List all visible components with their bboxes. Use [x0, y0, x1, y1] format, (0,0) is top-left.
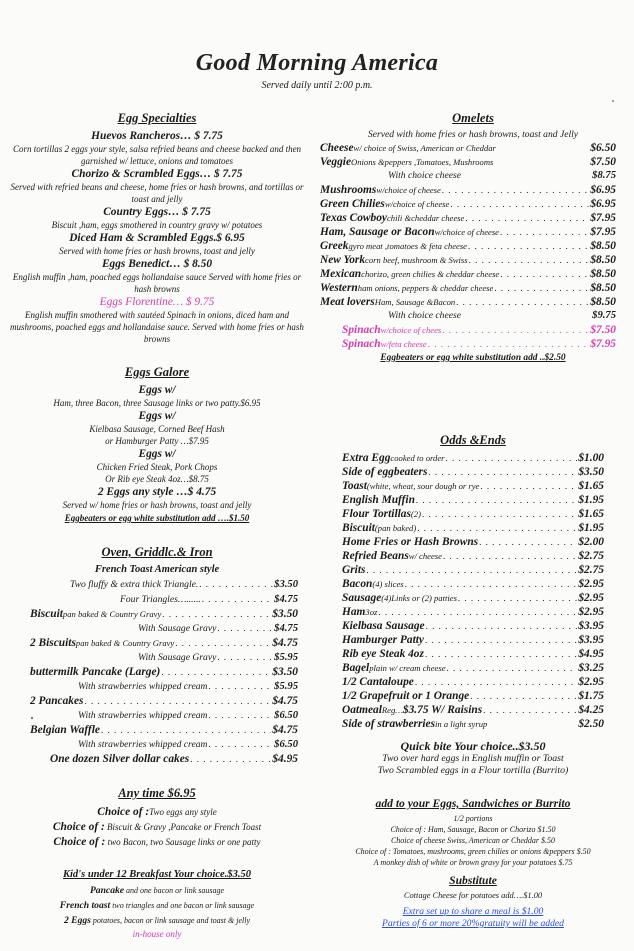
- dot-leader: [483, 703, 577, 717]
- price-row: [342, 521, 604, 535]
- item-name: Veggie: [320, 156, 352, 168]
- item-price: $6.50: [274, 739, 298, 750]
- item-price: $2.00: [578, 536, 604, 548]
- quick-bite-line: Two Scrambled eggs in a Flour tortilla (Burrito): [377, 765, 569, 776]
- dot-leader: [175, 636, 271, 650]
- item-detail: chorizo, green chilies & cheddar cheese: [361, 269, 500, 279]
- price-row: [342, 605, 604, 619]
- dot-leader: [500, 267, 589, 281]
- any-time-heading: Any time $6.95: [118, 786, 196, 800]
- item-name: Grits: [342, 564, 366, 576]
- price-row: [342, 507, 604, 521]
- price-row: [342, 703, 604, 717]
- item-price: $2.75: [578, 564, 604, 576]
- item-price: $4.25: [578, 704, 604, 716]
- item-price: $5.95: [274, 681, 298, 692]
- item-price: $4.95: [578, 648, 604, 660]
- kids-item-text: and one bacon or link sausage: [124, 886, 225, 895]
- item-detail: pan baked & Country Gravy: [62, 609, 162, 619]
- price-row: [30, 665, 298, 679]
- item-detail: plain w/ cream cheese: [369, 663, 446, 673]
- item-price: $2.95: [578, 676, 604, 688]
- eggs-galore-note: Eggbeaters or egg white substitution add ….$1.50: [64, 513, 250, 523]
- dot-leader: [202, 592, 273, 606]
- item-name: With strawberries whipped cream: [78, 710, 208, 721]
- share-meal-note: Extra set up to share a meal is $1.00: [402, 906, 544, 917]
- dot-leader: [426, 619, 578, 633]
- item-price: $7.95: [590, 212, 616, 224]
- item-name: Belgian Waffle: [30, 724, 100, 736]
- item-price: $4.75: [274, 594, 298, 605]
- price-row: [320, 197, 616, 211]
- item-name: Two fluffy & extra thick Triangle.: [70, 579, 199, 590]
- odds-ends-list: [320, 451, 626, 731]
- eggs-galore-heading: Eggs Galore: [124, 365, 190, 379]
- item-price: $3.95: [578, 620, 604, 632]
- item-name: English Muffin: [342, 494, 415, 506]
- item-price: $1.75: [578, 690, 604, 702]
- dot-leader: [447, 661, 578, 675]
- kids-item-label: 2 Eggs: [63, 915, 91, 926]
- item-name: Side of eggbeaters: [342, 466, 428, 478]
- item-name: Side of strawberries: [342, 718, 436, 730]
- item-name: One dozen Silver dollar cakes: [50, 753, 190, 765]
- addon-line: Choice of : Tomatoes, mushrooms, green chilies or onions &peppers $.50: [355, 847, 591, 856]
- price-row: [342, 563, 604, 577]
- item-name: buttermilk Pancake (Large): [30, 666, 161, 678]
- price-row: [30, 607, 298, 621]
- choice-text: Biscuit & Gravy ,Pancake or French Toast: [104, 822, 262, 832]
- item-name: Cheese: [320, 142, 354, 154]
- right-column: [320, 105, 626, 930]
- substitute-heading: Substitute: [449, 874, 497, 887]
- price-row: [30, 723, 298, 737]
- eggs-galore-line: Eggs w/: [138, 384, 176, 396]
- dot-leader: [416, 493, 577, 507]
- price-row: [320, 141, 616, 155]
- item-name: With choice cheese: [388, 310, 461, 321]
- item-name: Home Fries or Hash Browns: [342, 536, 479, 548]
- item-name: 2 Biscuits: [30, 637, 76, 649]
- item-name: Kielbasa Sausage: [342, 620, 425, 632]
- gratuity-note: Parties of 6 or more 20%gratuity will be added: [382, 918, 564, 929]
- item-price: $4.75: [272, 637, 298, 649]
- dot-leader: [101, 723, 271, 737]
- price-row: [320, 211, 616, 225]
- dot-leader: [161, 665, 271, 679]
- dot-leader: [480, 479, 577, 493]
- dot-leader: [470, 689, 577, 703]
- dot-leader: [450, 197, 589, 211]
- kids-item-text: potatoes, bacon or link sausage and toast & jelly: [90, 916, 251, 925]
- price-row: [342, 717, 604, 731]
- item-name-extra: $3.75 W/ Raisins: [402, 704, 483, 716]
- menu-item-desc: English muffin ,ham, poached eggs hollandaise sauce Served with home fries or hash browns: [12, 272, 302, 294]
- item-price: $1.00: [578, 452, 604, 464]
- price-row: [342, 619, 604, 633]
- item-detail: w/ cheese: [408, 551, 442, 561]
- eggs-galore-line: Ham, three Bacon, three Sausage links or two patty.$6.95: [53, 398, 261, 408]
- item-detail: pan baked & Country Gravy: [75, 638, 175, 648]
- item-name: Greek: [320, 240, 349, 252]
- omelets-list: [320, 141, 626, 351]
- item-price: $2.95: [578, 592, 604, 604]
- price-row: [30, 679, 298, 694]
- odds-ends-heading: Odds &Ends: [440, 433, 506, 447]
- omelets-intro: Served with home fries or hash browns, toast and Jelly: [367, 129, 579, 140]
- item-name: With choice cheese: [388, 170, 461, 181]
- dot-leader: [425, 647, 577, 661]
- price-row: [342, 451, 604, 465]
- eggs-florentine-desc: English muffin smothered with sautéed Spinach in onions, diced ham and mushrooms, poached eggs and hollandaise sauce. Served with home fries or hash browns: [10, 310, 304, 344]
- item-price: $9.75: [592, 310, 616, 321]
- price-row: [320, 169, 616, 183]
- price-row: [30, 621, 298, 636]
- item-name: Western: [320, 282, 358, 294]
- item-detail: chili &cheddar cheese: [386, 213, 465, 223]
- item-name: Biscuit: [30, 608, 63, 620]
- item-price: $7.95: [590, 226, 616, 238]
- item-price: $3.50: [272, 666, 298, 678]
- item-name: Toast: [342, 480, 367, 492]
- item-price: $3.50: [272, 608, 298, 620]
- dot-leader: [162, 607, 271, 621]
- kids-line: [6, 883, 308, 898]
- choice-text: two Bacon, two Sausage links or one patty: [105, 837, 261, 847]
- item-price: $8.50: [590, 296, 616, 308]
- dot-leader: [468, 239, 589, 253]
- item-price: $4.75: [274, 623, 298, 634]
- price-row: [342, 661, 604, 675]
- eggs-galore-line: Or Rib eye Steak 4oz…$8.75: [105, 474, 209, 484]
- item-name: Biscuit: [342, 522, 375, 534]
- menu-title: Good Morning America: [195, 50, 439, 76]
- addons-heading: add to your Eggs, Sandwiches or Burrito: [375, 797, 571, 810]
- choice-label: Choice of :: [97, 806, 150, 818]
- omelets-note: Eggbeaters or egg white substitution add ..$2.50: [380, 353, 566, 363]
- item-name: Flour Tortillas: [342, 508, 411, 520]
- price-row: [30, 752, 298, 766]
- item-name: With Sausage Gravy: [138, 652, 217, 663]
- item-price: $6.95: [590, 184, 616, 196]
- price-row: [30, 737, 298, 752]
- dot-leader: [446, 451, 578, 465]
- any-time-line: [6, 804, 308, 819]
- item-price: $4.75: [272, 724, 298, 736]
- price-row: [320, 183, 616, 197]
- addon-line: Choice of : Ham, Sausage, Bacon or Chorizo $1.50: [390, 825, 556, 834]
- menu-item-desc: Biscuit ,ham, eggs smothered in country gravy w/ potatoes: [51, 220, 263, 230]
- price-row: [342, 535, 604, 549]
- item-detail: (2): [410, 509, 421, 519]
- kids-item-text: two triangles and one bacon or link sausage: [110, 901, 255, 910]
- item-price: $2.95: [578, 578, 604, 590]
- item-price: $7.95: [590, 338, 616, 350]
- dot-leader: [494, 281, 589, 295]
- item-price: $1.65: [578, 508, 604, 520]
- eggs-galore-line: Served w/ home fries or hash browns, toast and jelly: [62, 500, 252, 510]
- item-detail: cooked to order: [390, 453, 445, 463]
- choice-text: Two eggs any style: [149, 807, 217, 817]
- dot-leader: [405, 577, 578, 591]
- item-price: $3.25: [578, 662, 604, 674]
- egg-specialties-list: [6, 129, 308, 295]
- item-name: Four Triangles…......: [120, 594, 201, 605]
- dot-leader: [456, 295, 589, 309]
- item-name: 1/2 Cantaloupe: [342, 676, 414, 688]
- price-row: [342, 689, 604, 703]
- price-row: [320, 155, 616, 169]
- price-row: [320, 239, 616, 253]
- price-row: [320, 225, 616, 239]
- addon-line: 1/2 portions: [453, 814, 493, 823]
- item-price: $4.95: [272, 753, 298, 765]
- kids-note: in-house only: [132, 929, 182, 939]
- dot-leader: [366, 563, 577, 577]
- dot-leader: [84, 694, 271, 708]
- dot-leader: [469, 253, 590, 267]
- item-detail: (white, wheat, sour dough or rye: [366, 481, 480, 491]
- item-name: New York: [320, 254, 366, 266]
- griddle-list: [6, 577, 308, 766]
- item-detail: 3oz: [365, 607, 378, 617]
- dot-leader: [443, 549, 577, 563]
- item-name: Rib eye Steak 4oz: [342, 648, 424, 660]
- item-detail: w/choice of cheese: [376, 185, 441, 195]
- item-name: Refried Beans: [342, 550, 409, 562]
- item-detail: (4) slices: [372, 579, 404, 589]
- item-price: $8.50: [590, 282, 616, 294]
- item-detail: gyro meat ,tomatoes & feta cheese: [348, 241, 467, 251]
- price-row: [342, 549, 604, 563]
- dot-leader: [425, 633, 577, 647]
- dot-leader: [217, 621, 273, 635]
- item-price: $2.50: [578, 718, 604, 730]
- dot-leader: [428, 337, 590, 351]
- item-detail: w/ choice of Swiss, American or Cheddar: [353, 143, 496, 153]
- dot-leader: [208, 708, 273, 722]
- item-price: $8.75: [592, 170, 616, 181]
- item-name: Bagel: [342, 662, 370, 674]
- menu-item-name: Eggs Benedict… $ 8.50: [101, 258, 213, 270]
- choice-label: Choice of :: [52, 821, 105, 833]
- quick-bite-list: [320, 753, 626, 777]
- price-row: [342, 479, 604, 493]
- any-time-line: [6, 834, 308, 849]
- menu-item-name: Country Eggs… $ 7.75: [103, 206, 211, 218]
- eggs-galore-line: Chicken Fried Steak, Pork Chops: [96, 462, 218, 472]
- price-row: [320, 267, 616, 281]
- eggs-florentine-name: Eggs Florentine… $ 9.75: [99, 296, 215, 308]
- price-row: [342, 675, 604, 689]
- eggs-galore-line: or Hamburger Patty …$7.95: [105, 436, 209, 446]
- price-row: [342, 591, 604, 605]
- dot-leader: [442, 183, 590, 197]
- kids-item-label: French toast: [59, 900, 111, 911]
- item-name: Hamburger Patty: [342, 634, 424, 646]
- item-price: $3.50: [274, 579, 298, 590]
- dot-leader: [190, 752, 271, 766]
- item-price: $8.50: [590, 254, 616, 266]
- item-name: Extra Egg: [342, 452, 391, 464]
- price-row: [320, 337, 616, 351]
- dot-leader: [442, 323, 589, 337]
- item-detail: in a light syrup: [435, 719, 488, 729]
- price-row: [30, 694, 298, 708]
- egg-specialties-heading: Egg Specialties: [117, 111, 197, 125]
- substitute-line: Cottage Cheese for potatoes add….$1.00: [403, 891, 543, 900]
- price-row: [342, 493, 604, 507]
- item-detail: corn beef, mushroom & Swiss: [365, 255, 468, 265]
- price-row: [30, 592, 298, 607]
- item-price: $1.65: [578, 480, 604, 492]
- item-detail: w/feta cheese: [380, 339, 427, 349]
- item-price: $7.50: [590, 324, 616, 336]
- item-name: Bacon: [342, 578, 373, 590]
- price-row: [320, 323, 616, 337]
- choice-label: Choice of :: [53, 836, 106, 848]
- dot-leader: [415, 675, 578, 689]
- item-name: 2 Pancakes: [30, 695, 84, 707]
- price-row: [320, 253, 616, 267]
- item-price: $2.75: [578, 550, 604, 562]
- menu-item-name: Chorizo & Scrambled Eggs… $ 7.75: [71, 168, 243, 180]
- left-column: [6, 105, 308, 940]
- item-price: $3.50: [578, 466, 604, 478]
- item-detail: (4)Links or (2) patties: [381, 593, 457, 603]
- addon-line: Choice of cheese Swiss, American or Cheddar $.50: [390, 836, 556, 845]
- item-name: With strawberries whipped cream: [78, 739, 208, 750]
- item-price: $1.95: [578, 522, 604, 534]
- item-price: $6.50: [590, 142, 616, 154]
- dot-leader: [378, 605, 577, 619]
- menu-item-desc: Served with refried beans and cheese, home fries or hash browns, and tortillas or toast and jelly: [10, 182, 304, 204]
- addon-line: A monkey dish of white or brown gravy for your potatoes $.75: [373, 858, 573, 867]
- price-row: [342, 465, 604, 479]
- item-price: $2.95: [578, 606, 604, 618]
- eggs-galore-line: 2 Eggs any style …$ 4.75: [97, 486, 217, 498]
- price-row: [320, 281, 616, 295]
- item-name: Ham: [342, 606, 366, 618]
- kids-item-label: Pancake: [89, 885, 125, 896]
- item-detail: Reg…: [381, 705, 403, 715]
- price-row: [342, 633, 604, 647]
- item-price: $8.50: [590, 240, 616, 252]
- kids-heading: Kid's under 12 Breakfast Your choice.$3.50: [63, 869, 251, 880]
- dot-leader: [208, 679, 273, 693]
- item-detail: Ham, Sausage &Bacon: [374, 297, 456, 307]
- price-row: [30, 636, 298, 650]
- item-detail: w/choice of cheese: [434, 227, 499, 237]
- dot-leader: [500, 225, 589, 239]
- speck: [612, 100, 614, 102]
- menu-item-name: Diced Ham & Scrambled Eggs.$ 6.95: [69, 232, 245, 244]
- item-price: $5.95: [274, 652, 298, 663]
- dot-leader: [199, 577, 273, 591]
- any-time-line: [6, 819, 308, 834]
- price-row: [30, 708, 298, 723]
- item-name: 1/2 Grapefruit or 1 Orange: [342, 690, 470, 702]
- item-detail: w/choice of cheese: [384, 199, 450, 209]
- item-price: $6.50: [274, 710, 298, 721]
- item-name: With strawberries whipped cream: [78, 681, 208, 692]
- eggs-galore-line: Eggs w/: [138, 410, 176, 422]
- item-price: $8.50: [590, 268, 616, 280]
- price-row: [320, 295, 616, 309]
- menu-item-desc: Corn tortillas 2 eggs your style, salsa refried beans and cheese backed and then garnished w/ lettuce, onions and tomatoes: [12, 144, 302, 166]
- dot-leader: [417, 521, 577, 535]
- price-row: [342, 577, 604, 591]
- item-price: $7.50: [590, 156, 616, 168]
- item-name: Ham, Sausage or Bacon: [320, 226, 435, 238]
- dot-leader: [465, 211, 589, 225]
- item-detail: Onions &peppers ,Tomatoes, Mushrooms: [351, 157, 494, 167]
- price-row: [320, 309, 616, 323]
- item-name: Oatmeal: [342, 704, 382, 716]
- item-price: $1.95: [578, 494, 604, 506]
- dot-leader: [479, 535, 577, 549]
- menu-subtitle: Served daily until 2:00 p.m.: [261, 80, 373, 91]
- menu-item-desc: Served with home fries or hash browns, toast and jelly: [59, 246, 255, 256]
- item-name: Texas Cowboy: [320, 212, 387, 224]
- price-row: [30, 650, 298, 665]
- dot-leader: [458, 591, 577, 605]
- item-name: Spinach: [342, 324, 381, 336]
- price-row: [342, 647, 604, 661]
- dot-leader: [422, 507, 577, 521]
- item-detail: w/choice of chees: [380, 325, 442, 335]
- addons-list: [320, 813, 626, 868]
- item-price: $6.95: [590, 198, 616, 210]
- item-name: Meat lovers: [320, 296, 375, 308]
- griddle-heading: Oven, Griddlc.& Iron: [101, 545, 213, 559]
- menu-item-name: Huevos Rancheros… $ 7.75: [91, 130, 223, 142]
- kids-line: [6, 913, 308, 928]
- item-name: Green Chilies: [320, 198, 385, 210]
- item-name: With Sausage Gravy: [138, 623, 217, 634]
- quick-bite-heading: Quick bite Your choice..$3.50: [400, 739, 546, 753]
- omelets-heading: Omelets: [452, 111, 494, 125]
- item-name: Spinach: [342, 338, 381, 350]
- item-name: Mexican: [320, 268, 362, 280]
- item-price: $4.75: [272, 695, 298, 707]
- item-name: Mushrooms: [320, 184, 377, 196]
- item-detail: ham onions, peppers & cheddar cheese: [357, 283, 494, 293]
- dot-leader: [208, 737, 273, 751]
- french-toast-heading: French Toast American style: [94, 564, 220, 575]
- price-row: [30, 577, 298, 592]
- eggs-galore-line: Eggs w/: [138, 448, 176, 460]
- any-time-list: [6, 804, 308, 849]
- kids-list: [6, 883, 308, 928]
- item-detail: (pan baked): [374, 523, 417, 533]
- dot-leader: [428, 465, 577, 479]
- eggs-galore-line: Kielbasa Sausage, Corned Beef Hash: [89, 424, 225, 434]
- quick-bite-line: Two over hard eggs in English muffin or Toast: [382, 753, 564, 764]
- eggs-galore-list: [6, 383, 308, 511]
- kids-line: [6, 898, 308, 913]
- item-price: $3.95: [578, 634, 604, 646]
- item-name: Sausage: [342, 592, 382, 604]
- dot-leader: [217, 650, 273, 664]
